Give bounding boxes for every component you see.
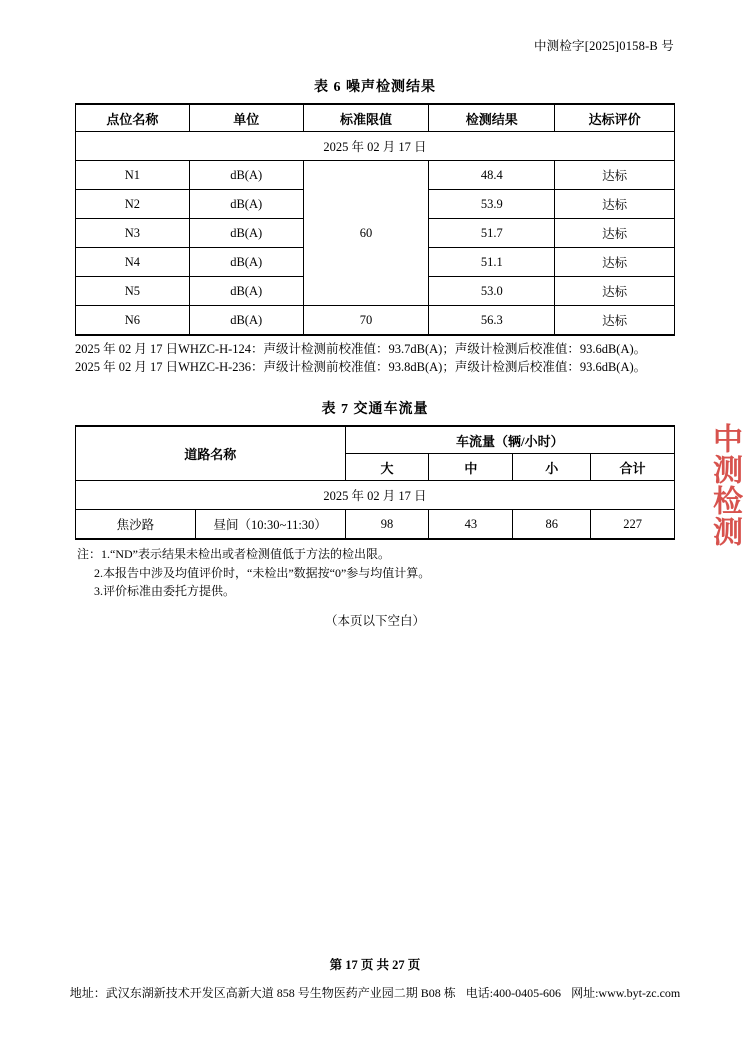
cell-result: 56.3 (429, 306, 555, 336)
table-row-date (76, 481, 675, 510)
cell-point: N4 (76, 248, 190, 277)
table7-title: 表 7 交通车流量 (321, 402, 429, 418)
cell-point: N3 (76, 219, 190, 248)
footnote-item (75, 545, 675, 564)
cell-result: 53.0 (429, 277, 555, 306)
footer-contact (0, 984, 750, 1001)
footnote-label: 注： (77, 547, 102, 562)
footer-tel: 电话:400-0405-606 (465, 986, 562, 1000)
document-code: 中测检字[2025]0158-B 号 (533, 39, 674, 53)
cell-unit: dB(A) (189, 248, 303, 277)
column-header-unit: 单位 (189, 104, 303, 132)
column-header-result: 检测结果 (429, 104, 555, 132)
page-number: 第 17 页 共 27 页 (329, 958, 421, 972)
table-noise-results (75, 103, 675, 336)
column-header-total: 合计 (591, 454, 675, 481)
cell-limit: 60 (303, 161, 429, 306)
cell-result: 51.1 (429, 248, 555, 277)
column-header-flow: 车流量（辆/小时） (345, 426, 674, 454)
table-row (76, 306, 675, 336)
table-row (76, 510, 675, 540)
column-header-small: 小 (513, 454, 591, 481)
cell-result: 48.4 (429, 161, 555, 190)
cell-road: 焦沙路 (76, 510, 196, 540)
table-header-row (76, 426, 675, 454)
blank-page-note: （本页以下空白） (324, 614, 425, 629)
footer-address: 地址：武汉东湖新技术开发区高新大道 858 号生物医药产业园二期 B08 栋 (69, 986, 456, 1000)
cell-point: N6 (76, 306, 190, 336)
date-label: 2025 年 02 月 17 日 (76, 481, 675, 510)
cell-point: N1 (76, 161, 190, 190)
cell-unit: dB(A) (189, 306, 303, 336)
cell-large: 98 (345, 510, 429, 540)
cell-point: N5 (76, 277, 190, 306)
calibration-note-line: 2025 年 02 月 17 日WHZC-H-236：声级计检测前校准值：93.8dB(A)；声级计检测后校准值：93.6dB(A)。 (75, 360, 647, 375)
footnote-item: 3.评价标准由委托方提供。 (94, 584, 236, 599)
cell-unit: dB(A) (189, 161, 303, 190)
cell-small: 86 (513, 510, 591, 540)
cell-evaluation: 达标 (555, 190, 675, 219)
cell-period: 昼间（10:30~11:30） (195, 510, 345, 540)
column-header-large: 大 (345, 454, 429, 481)
column-header-medium: 中 (429, 454, 513, 481)
cell-evaluation: 达标 (555, 161, 675, 190)
cell-evaluation: 达标 (555, 306, 675, 336)
footnote-item: 2.本报告中涉及均值评价时，“未检出”数据按“0”参与均值计算。 (94, 565, 431, 580)
cell-evaluation: 达标 (555, 219, 675, 248)
cell-limit: 70 (303, 306, 429, 336)
footnotes (75, 545, 675, 601)
cell-unit: dB(A) (189, 277, 303, 306)
footer-web: 网址:www.byt-zc.com (571, 986, 681, 1000)
cell-unit: dB(A) (189, 190, 303, 219)
date-label: 2025 年 02 月 17 日 (76, 132, 675, 161)
cell-evaluation: 达标 (555, 277, 675, 306)
table6-notes (75, 340, 675, 376)
cell-total: 227 (591, 510, 675, 540)
cell-unit: dB(A) (189, 219, 303, 248)
table6-title: 表 6 噪声检测结果 (314, 80, 436, 95)
company-seal-stamp: 中测检测 (708, 423, 741, 547)
cell-point: N2 (76, 190, 190, 219)
table-header-row (76, 104, 675, 132)
table-row-date (76, 132, 675, 161)
footnote-text: 1.“ND”表示结果未检出或者检测值低于方法的检出限。 (101, 547, 391, 562)
table-traffic-flow (75, 425, 675, 540)
cell-evaluation: 达标 (555, 248, 675, 277)
table-row (76, 161, 675, 190)
calibration-note-line: 2025 年 02 月 17 日WHZC-H-124：声级计检测前校准值：93.7dB(A)；声级计检测后校准值：93.6dB(A)。 (75, 342, 647, 356)
column-header-point: 点位名称 (76, 104, 190, 132)
column-header-road: 道路名称 (76, 426, 346, 481)
cell-result: 51.7 (429, 219, 555, 248)
cell-result: 53.9 (429, 190, 555, 219)
column-header-evaluation: 达标评价 (555, 104, 675, 132)
column-header-limit: 标准限值 (303, 104, 429, 132)
cell-medium: 43 (429, 510, 513, 540)
